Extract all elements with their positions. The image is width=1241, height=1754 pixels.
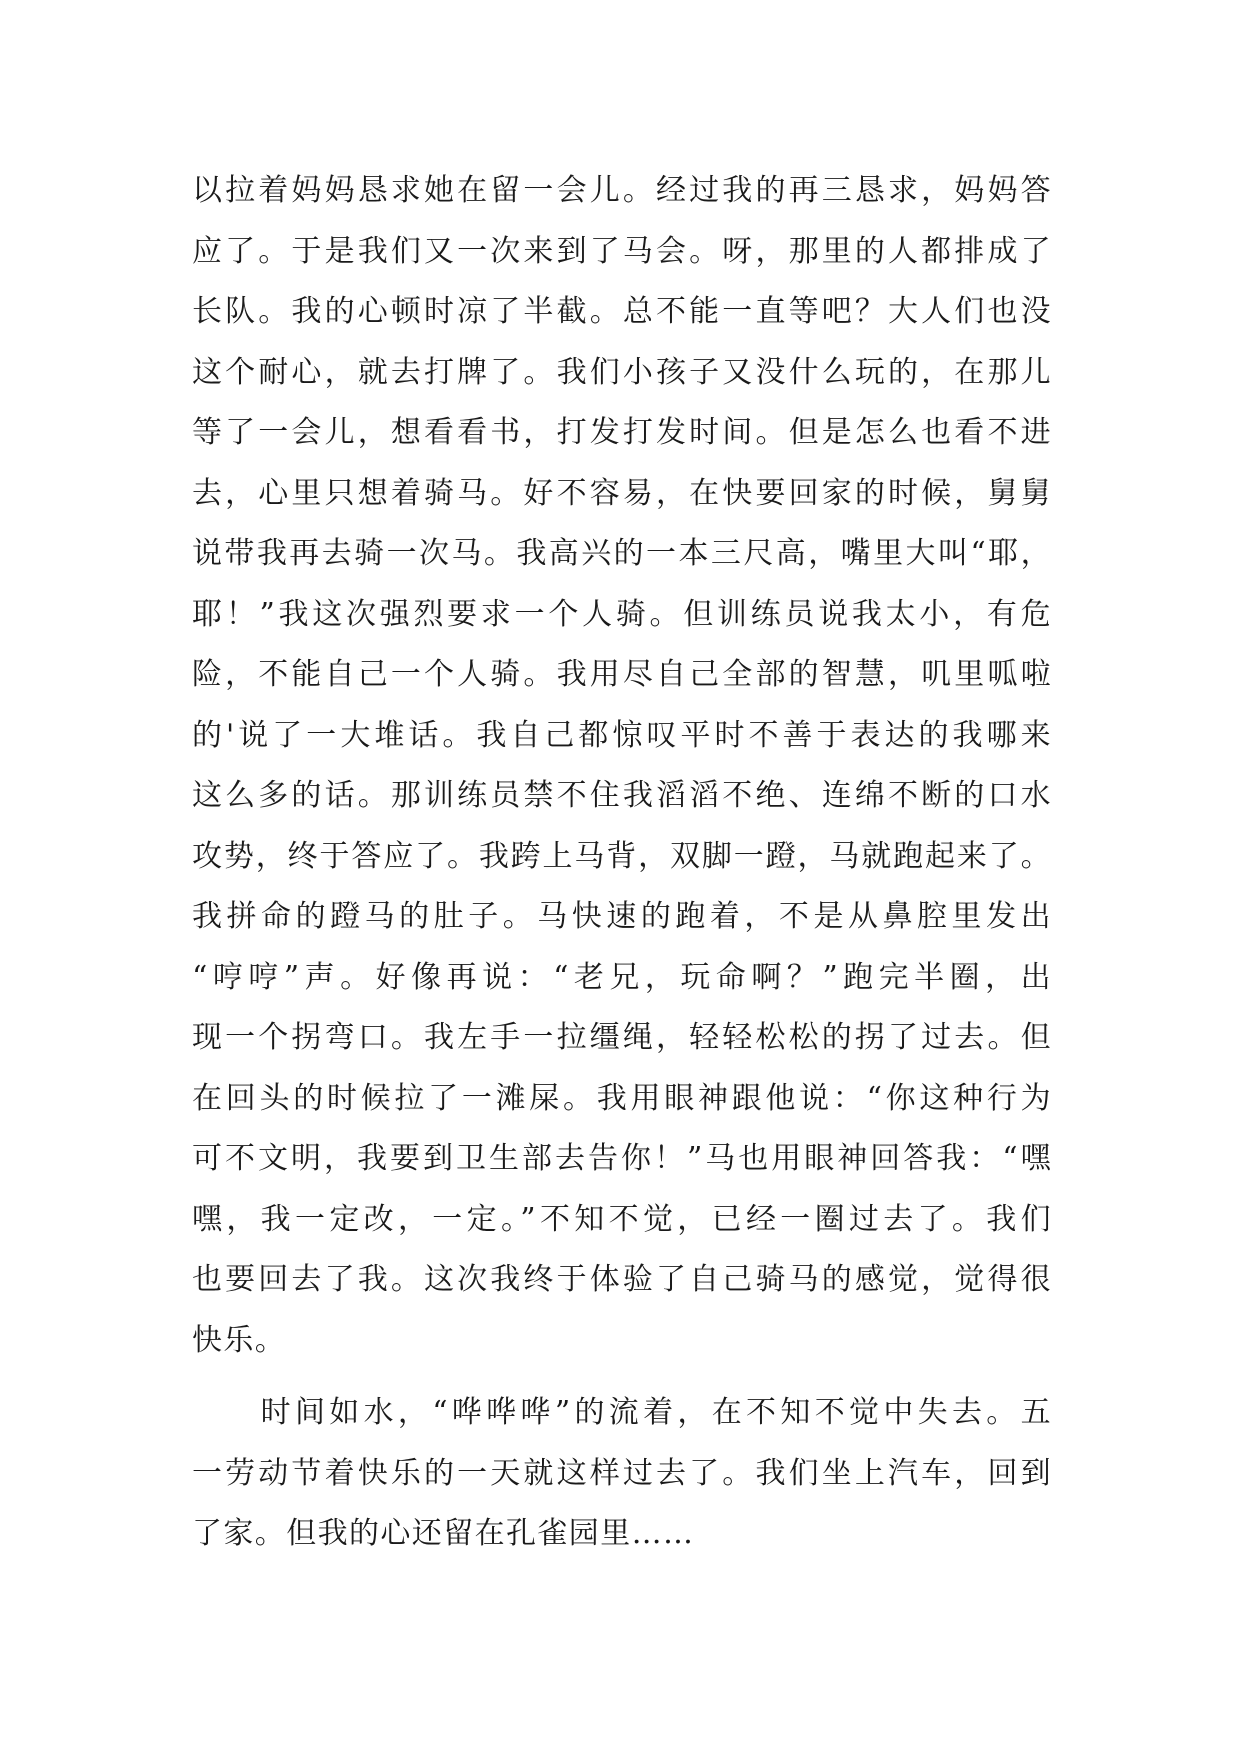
text-line: 说带我再去骑一次马。我高兴的一本三尺高，嘴里大叫“耶， xyxy=(192,536,1052,571)
text-line: 长队。我的心顿时凉了半截。总不能一直等吧？大人们也没 xyxy=(192,294,1052,329)
text-line: 去，心里只想着骑马。好不容易，在快要回家的时候，舅舅 xyxy=(192,475,1052,511)
text-line: 以拉着妈妈恳求她在留一会儿。经过我的再三恳求，妈妈答 xyxy=(192,173,1052,208)
text-line: 攻势，终于答应了。我跨上马背，双脚一蹬，马就跑起来了。 xyxy=(192,838,1052,874)
paragraph-1 xyxy=(192,161,1052,1371)
text-line: 我拼命的蹬马的肚子。马快速的跑着，不是从鼻腔里发出 xyxy=(192,899,1052,934)
text-line: 也要回去了我。这次我终于体验了自己骑马的感觉，觉得很 xyxy=(192,1262,1052,1297)
text-line: 一劳动节着快乐的一天就这样过去了。我们坐上汽车，回到 xyxy=(192,1455,1052,1491)
text-line: 时间如水，“哗哗哗”的流着，在不知不觉中失去。五 xyxy=(192,1395,1052,1430)
paragraph-spacer xyxy=(192,1371,1052,1383)
body-text xyxy=(192,161,1052,1565)
text-line: 快乐。 xyxy=(192,1322,287,1358)
text-line: 这个耐心，就去打牌了。我们小孩子又没什么玩的，在那儿 xyxy=(192,354,1052,390)
paragraph-2 xyxy=(192,1383,1052,1565)
text-line: 险，不能自己一个人骑。我用尽自己全部的智慧，叽里呱啦 xyxy=(192,657,1052,692)
text-line: 了家。但我的心还留在孔雀园里…… xyxy=(192,1516,695,1551)
text-line: 在回头的时候拉了一滩屎。我用眼神跟他说：“你这种行为 xyxy=(192,1080,1052,1116)
text-line: 现一个拐弯口。我左手一拉缰绳，轻轻松松的拐了过去。但 xyxy=(192,1020,1052,1055)
text-line: 这么多的话。那训练员禁不住我滔滔不绝、连绵不断的口水 xyxy=(192,778,1052,813)
text-line: 的'说了一大堆话。我自己都惊叹平时不善于表达的我哪来 xyxy=(192,717,1052,753)
text-line: “哼哼”声。好像再说：“老兄，玩命啊？”跑完半圈，出 xyxy=(192,959,1052,995)
text-line: 等了一会儿，想看看书，打发打发时间。但是怎么也看不进 xyxy=(192,415,1052,450)
text-line: 耶！”我这次强烈要求一个人骑。但训练员说我太小，有危 xyxy=(192,596,1052,632)
text-line: 应了。于是我们又一次来到了马会。呀，那里的人都排成了 xyxy=(192,233,1052,269)
text-line: 嘿，我一定改，一定。”不知不觉，已经一圈过去了。我们 xyxy=(192,1201,1052,1237)
text-line: 可不文明，我要到卫生部去告你！”马也用眼神回答我：“嘿 xyxy=(192,1141,1052,1176)
